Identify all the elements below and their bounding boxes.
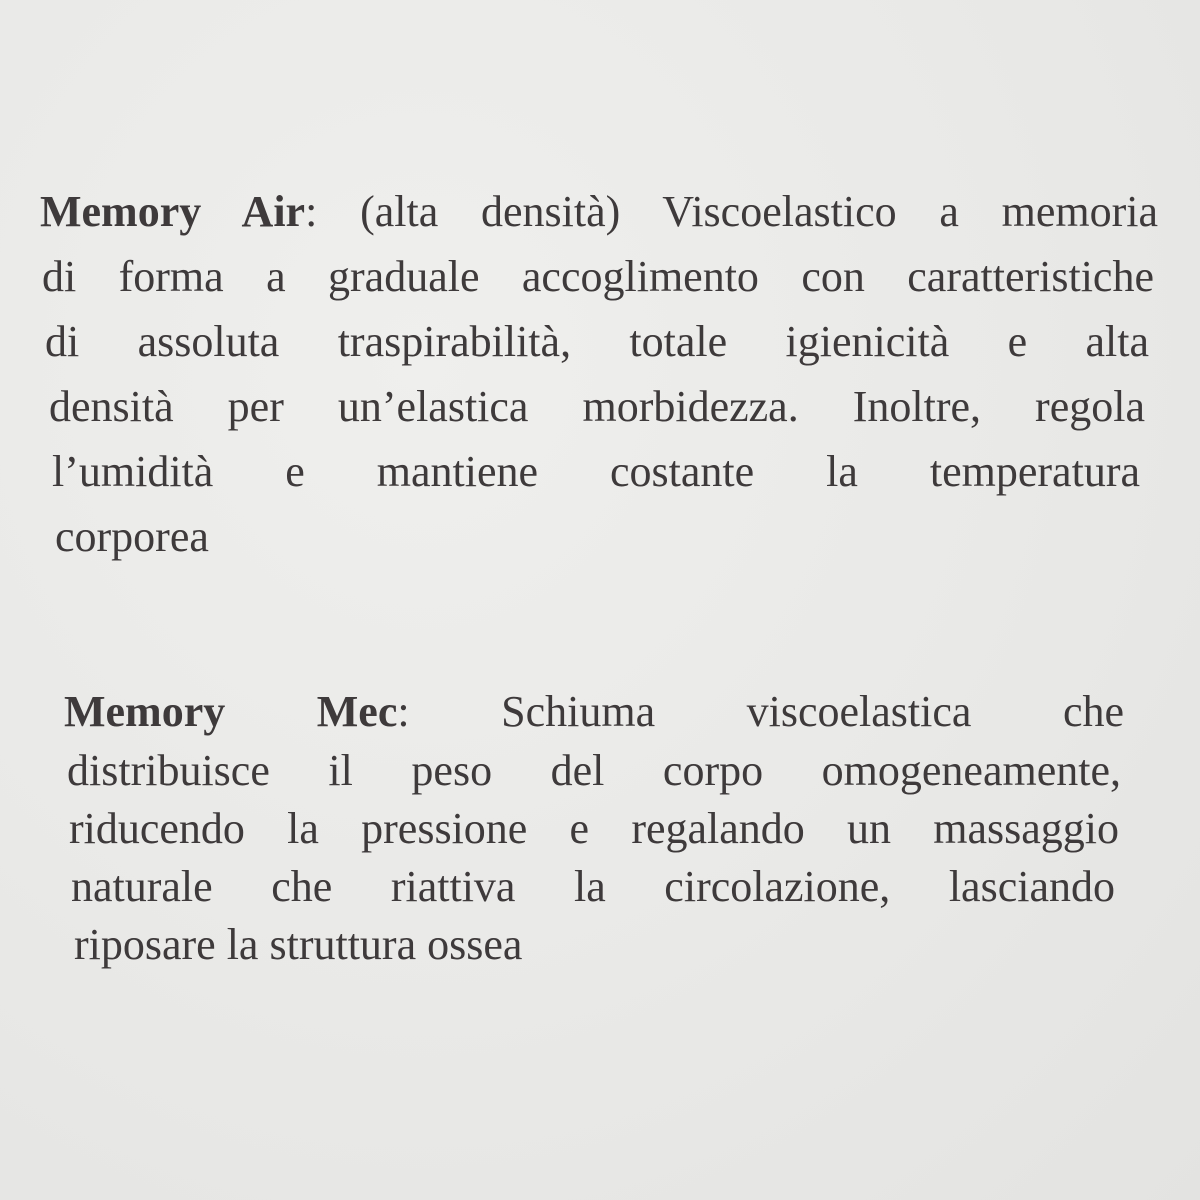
paragraph-line: l’umidità e mantiene costante la temperatura: [52, 447, 1140, 496]
paragraph-line: di forma a graduale accoglimento con caratteristiche: [42, 252, 1154, 301]
paragraph-line: riducendo la pressione e regalando un massaggio: [69, 804, 1119, 853]
product-term: Memory Air: [40, 187, 306, 236]
paragraph-line: [40, 186, 1158, 237]
product-term: Memory Mec: [64, 687, 398, 736]
term-colon: :: [397, 687, 410, 736]
paragraph-line: densità per un’elastica morbidezza. Inoltre, regola: [49, 382, 1145, 431]
paragraph-line: [64, 686, 1124, 737]
paragraph-line: naturale che riattiva la circolazione, lasciando: [71, 862, 1115, 911]
line-text: (alta densità) Viscoelastico a memoria: [317, 187, 1158, 236]
paragraph-line: distribuisce il peso del corpo omogeneamente,: [67, 746, 1121, 795]
paragraph-line: riposare la struttura ossea: [74, 920, 523, 969]
paragraph-line: corporea: [55, 512, 209, 561]
line-text: Schiuma viscoelastica che: [409, 687, 1125, 736]
paragraph-line: di assoluta traspirabilità, totale igienicità e alta: [45, 317, 1149, 366]
term-colon: :: [305, 187, 318, 236]
